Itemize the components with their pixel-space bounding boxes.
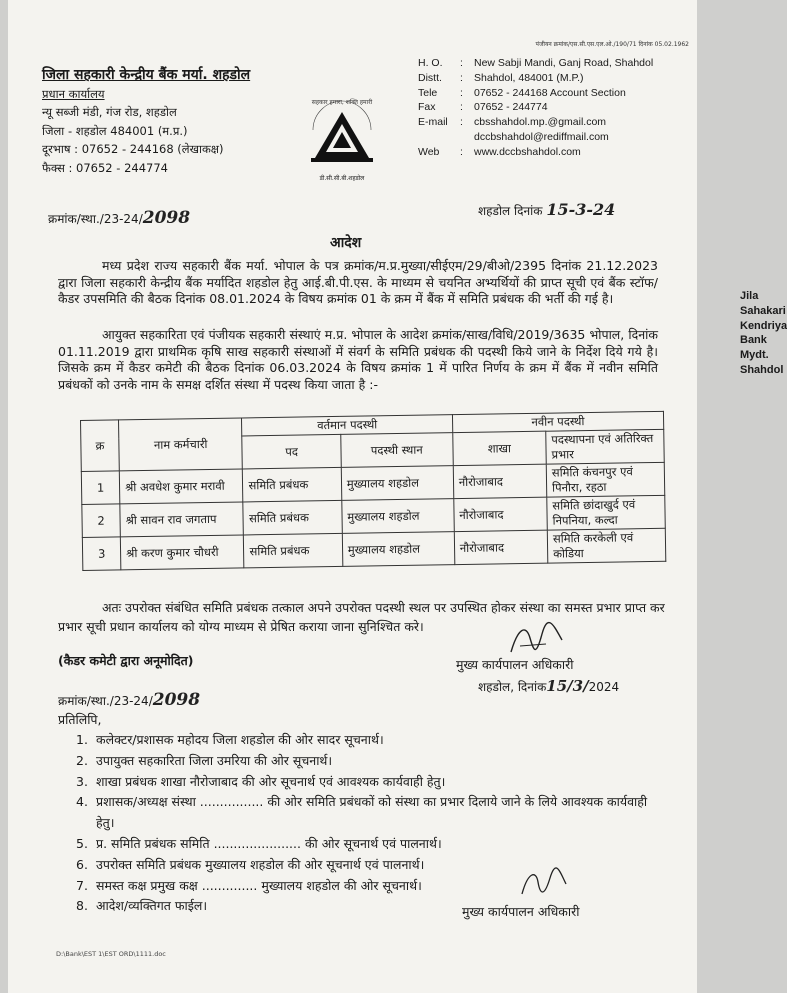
bank-name-hindi: जिला सहकारी केन्द्रीय बैंक मर्या. शहडोल [42, 67, 251, 83]
list-item: 4. प्रशासक/अध्यक्ष संस्था ................ की ओर समिति प्रबंधकों को संस्था का प्रभार दिलाये जाने के लिये आवश्यक कार्यवाही हेतु। [76, 794, 648, 831]
th-branch: शाखा [452, 431, 546, 465]
file-path: D:\Bank\EST 1\EST ORD\1111.doc [56, 950, 166, 958]
list-item: 1. कलेक्टर/प्रशासक महोदय जिला शहडोल की ओर सादर सूचनार्थ। [76, 732, 384, 747]
th-new: नवीन पदस्थी [452, 411, 664, 432]
list-item: 2. उपायुक्त सहकारिता जिला उमरिया की ओर सूचनार्थ। [76, 752, 333, 768]
approval-note: (कैडर कमेटी द्वारा अनूमोदित) [58, 653, 194, 668]
header-row: H. O. : New Sabji Mandi, Ganj Road, Shahdol [418, 57, 654, 69]
paragraph-1: मध्य प्रदेश राज्य सहकारी बैंक मर्या. भोपाल के पत्र क्रमांक/म.प्र.मुख्या/सीईएम/29/बीओ/2395 दिनांक 21.12.2023 द्वारा जिला सहकारी केन्द्रीय बैंक मर्यादित शहडोल हेतु आई.बी.पी.एस. के माध्यम से चयनित अभ्यर्थियों की प्राप्त सूची एवं बैंक स्टॉफ/कैडर उपसमिति की बैठक दिनांक 08.01.2024 के विषय क्रमांक 01 के क्रम में बैंक में समिति प्रबंधक की भर्ती की गई है। [58, 258, 658, 307]
header-row: dccbshahdol@rediffmail.com [474, 130, 609, 143]
logo-label: डी.सी.सी.बी.शहडोल [319, 175, 365, 182]
copy-reference: क्रमांक/स्था./23-24/2098 [58, 690, 201, 710]
list-item: 7. समस्त कक्ष प्रमुख कक्ष .............. मुख्यालय शहडोल की ओर सूचनार्थ। [76, 877, 422, 893]
ceo-designation: मुख्य कार्यपालन अधिकारी [456, 657, 574, 672]
table-row: 3 श्री करण कुमार चौधरी समिति प्रबंधक मुख्यालय शहडोल नौरोजाबाद समिति करकेली एवं कोडिया [82, 528, 665, 570]
order-date: शहडोल दिनांक 15-3-24 [478, 200, 616, 219]
paragraph-3: अतः उपरोक्त संबंधित समिति प्रबंधक तत्काल अपने उपरोक्त पदस्थी स्थल पर उपस्थित होकर संस्था का समस्त प्रभार प्राप्त कर प्रभार सूची प्रधान कार्यालय को योग्य माध्यम से प्रेषित कराया जाना सुनिश्चित करे। [58, 600, 665, 634]
header-row: Tele : 07652 - 244168 Account Section [418, 86, 626, 99]
th-posting: पदस्थापना एवं अतिरिक्त प्रभार [546, 429, 665, 464]
header-row: Web : www.dccbshahdol.com [418, 145, 581, 158]
order-number-handwritten: 2098 [142, 208, 191, 228]
date-handwritten: 15-3-24 [546, 200, 616, 219]
posting-table [80, 411, 666, 571]
signature-2 [518, 866, 568, 902]
bank-name-english: Jila Sahakari Kendriya Bank Mydt. Shahdol [740, 290, 787, 376]
address-line2-hindi: जिला - शहडोल 484001 (म.प्र.) [42, 123, 188, 138]
header-row: E-mail : cbsshahdol.mp.@gmail.com [418, 116, 607, 129]
order-document [8, 0, 787, 993]
th-post: पद [242, 434, 341, 469]
list-item: 3. शाखा प्रबंधक शाखा नौरोजाबाद की ओर सूचनार्थ एवं आवश्यक कार्यवाही हेतु। [76, 773, 446, 789]
list-item: 5. प्र. समिति प्रबंधक समिति ...................... की ओर सूचनार्थ एवं पालनार्थ। [76, 835, 442, 851]
header-hindi [42, 66, 250, 177]
th-place: पदस्थी स्थान [340, 433, 453, 468]
header-row: Distt. : Shahdol, 484001 (M.P.) [418, 71, 584, 84]
th-name: नाम कर्मचारी [119, 418, 243, 471]
logo-motto: सहकार हमारा, शक्ति हमारी [311, 99, 373, 106]
address-line1-hindi: न्यू सब्जी मंडी, गंज रोड, शहडोल [42, 105, 177, 119]
registration-number: पंजीयन क्रमांक/एस.सी.एस.एल.ओ./190/71 दिनांक 05.02.1962 [535, 41, 689, 48]
copy-number-handwritten: 2098 [152, 690, 201, 710]
th-sno: क्र [81, 420, 120, 472]
signature-1 [506, 620, 566, 660]
header-row: Fax : 07652 - 244774 [418, 101, 548, 114]
ceo-designation-2: मुख्य कार्यपालन अधिकारी [462, 904, 580, 919]
order-reference: क्रमांक/स्था./23-24/2098 [48, 208, 191, 228]
th-current: वर्तमान पदस्थी [242, 415, 453, 436]
table-row: 1 श्री अवधेश कुमार मरावी समिति प्रबंधक मुख्यालय शहडोल नौरोजाबाद समिति कंचनपुर एवं पिनौरा, रहठा [81, 462, 664, 504]
paragraph-2: आयुक्त सहकारिता एवं पंजीयक सहकारी संस्थाएं म.प्र. भोपाल के आदेश क्रमांक/साख/विधि/2019/3635 भोपाल, दिनांक 01.11.2019 द्वारा प्राथमिक कृषि साख सहकारी संस्थाओं में संवर्ग के समिति प्रबंधक की पदस्थी किये जाने के निर्देश दिये गये है। जिसके क्रम में कैडर कमेटी की बैठक दिनांक 06.03.2024 के विषय क्रमांक 1 में पारित निर्णय के क्रम में बैंक में नवीन समिति प्रबंधकों को उनके नाम के समक्ष दर्शित संस्था में पदस्थ किया जाता है :- [58, 327, 658, 392]
date-handwritten-2: 15/3/ [546, 677, 589, 695]
copy-label: प्रतिलिपि, [58, 712, 102, 727]
list-item: 8. आदेश/व्यक्तिगत फाईल। [76, 898, 208, 914]
page-title: आदेश [330, 235, 362, 251]
office-hindi: प्रधान कार्यालय [42, 86, 105, 101]
place-date: शहडोल, दिनांक15/3/2024 [478, 677, 620, 695]
phone-hindi: दूरभाष : 07652 - 244168 (लेखाकक्ष) [42, 142, 224, 156]
table-row: 2 श्री सावन राव जगताप समिति प्रबंधक मुख्यालय शहडोल नौरोजाबाद समिति छांदाखुर्द एवं निपनिया, कल्दा [82, 495, 665, 537]
bank-logo [303, 90, 381, 182]
fax-hindi: फैक्स : 07652 - 244774 [42, 160, 168, 175]
list-item: 6. उपरोक्त समिति प्रबंधक मुख्यालय शहडोल की ओर सूचनार्थ एवं पालनार्थ। [76, 856, 425, 872]
copy-list [76, 730, 666, 917]
